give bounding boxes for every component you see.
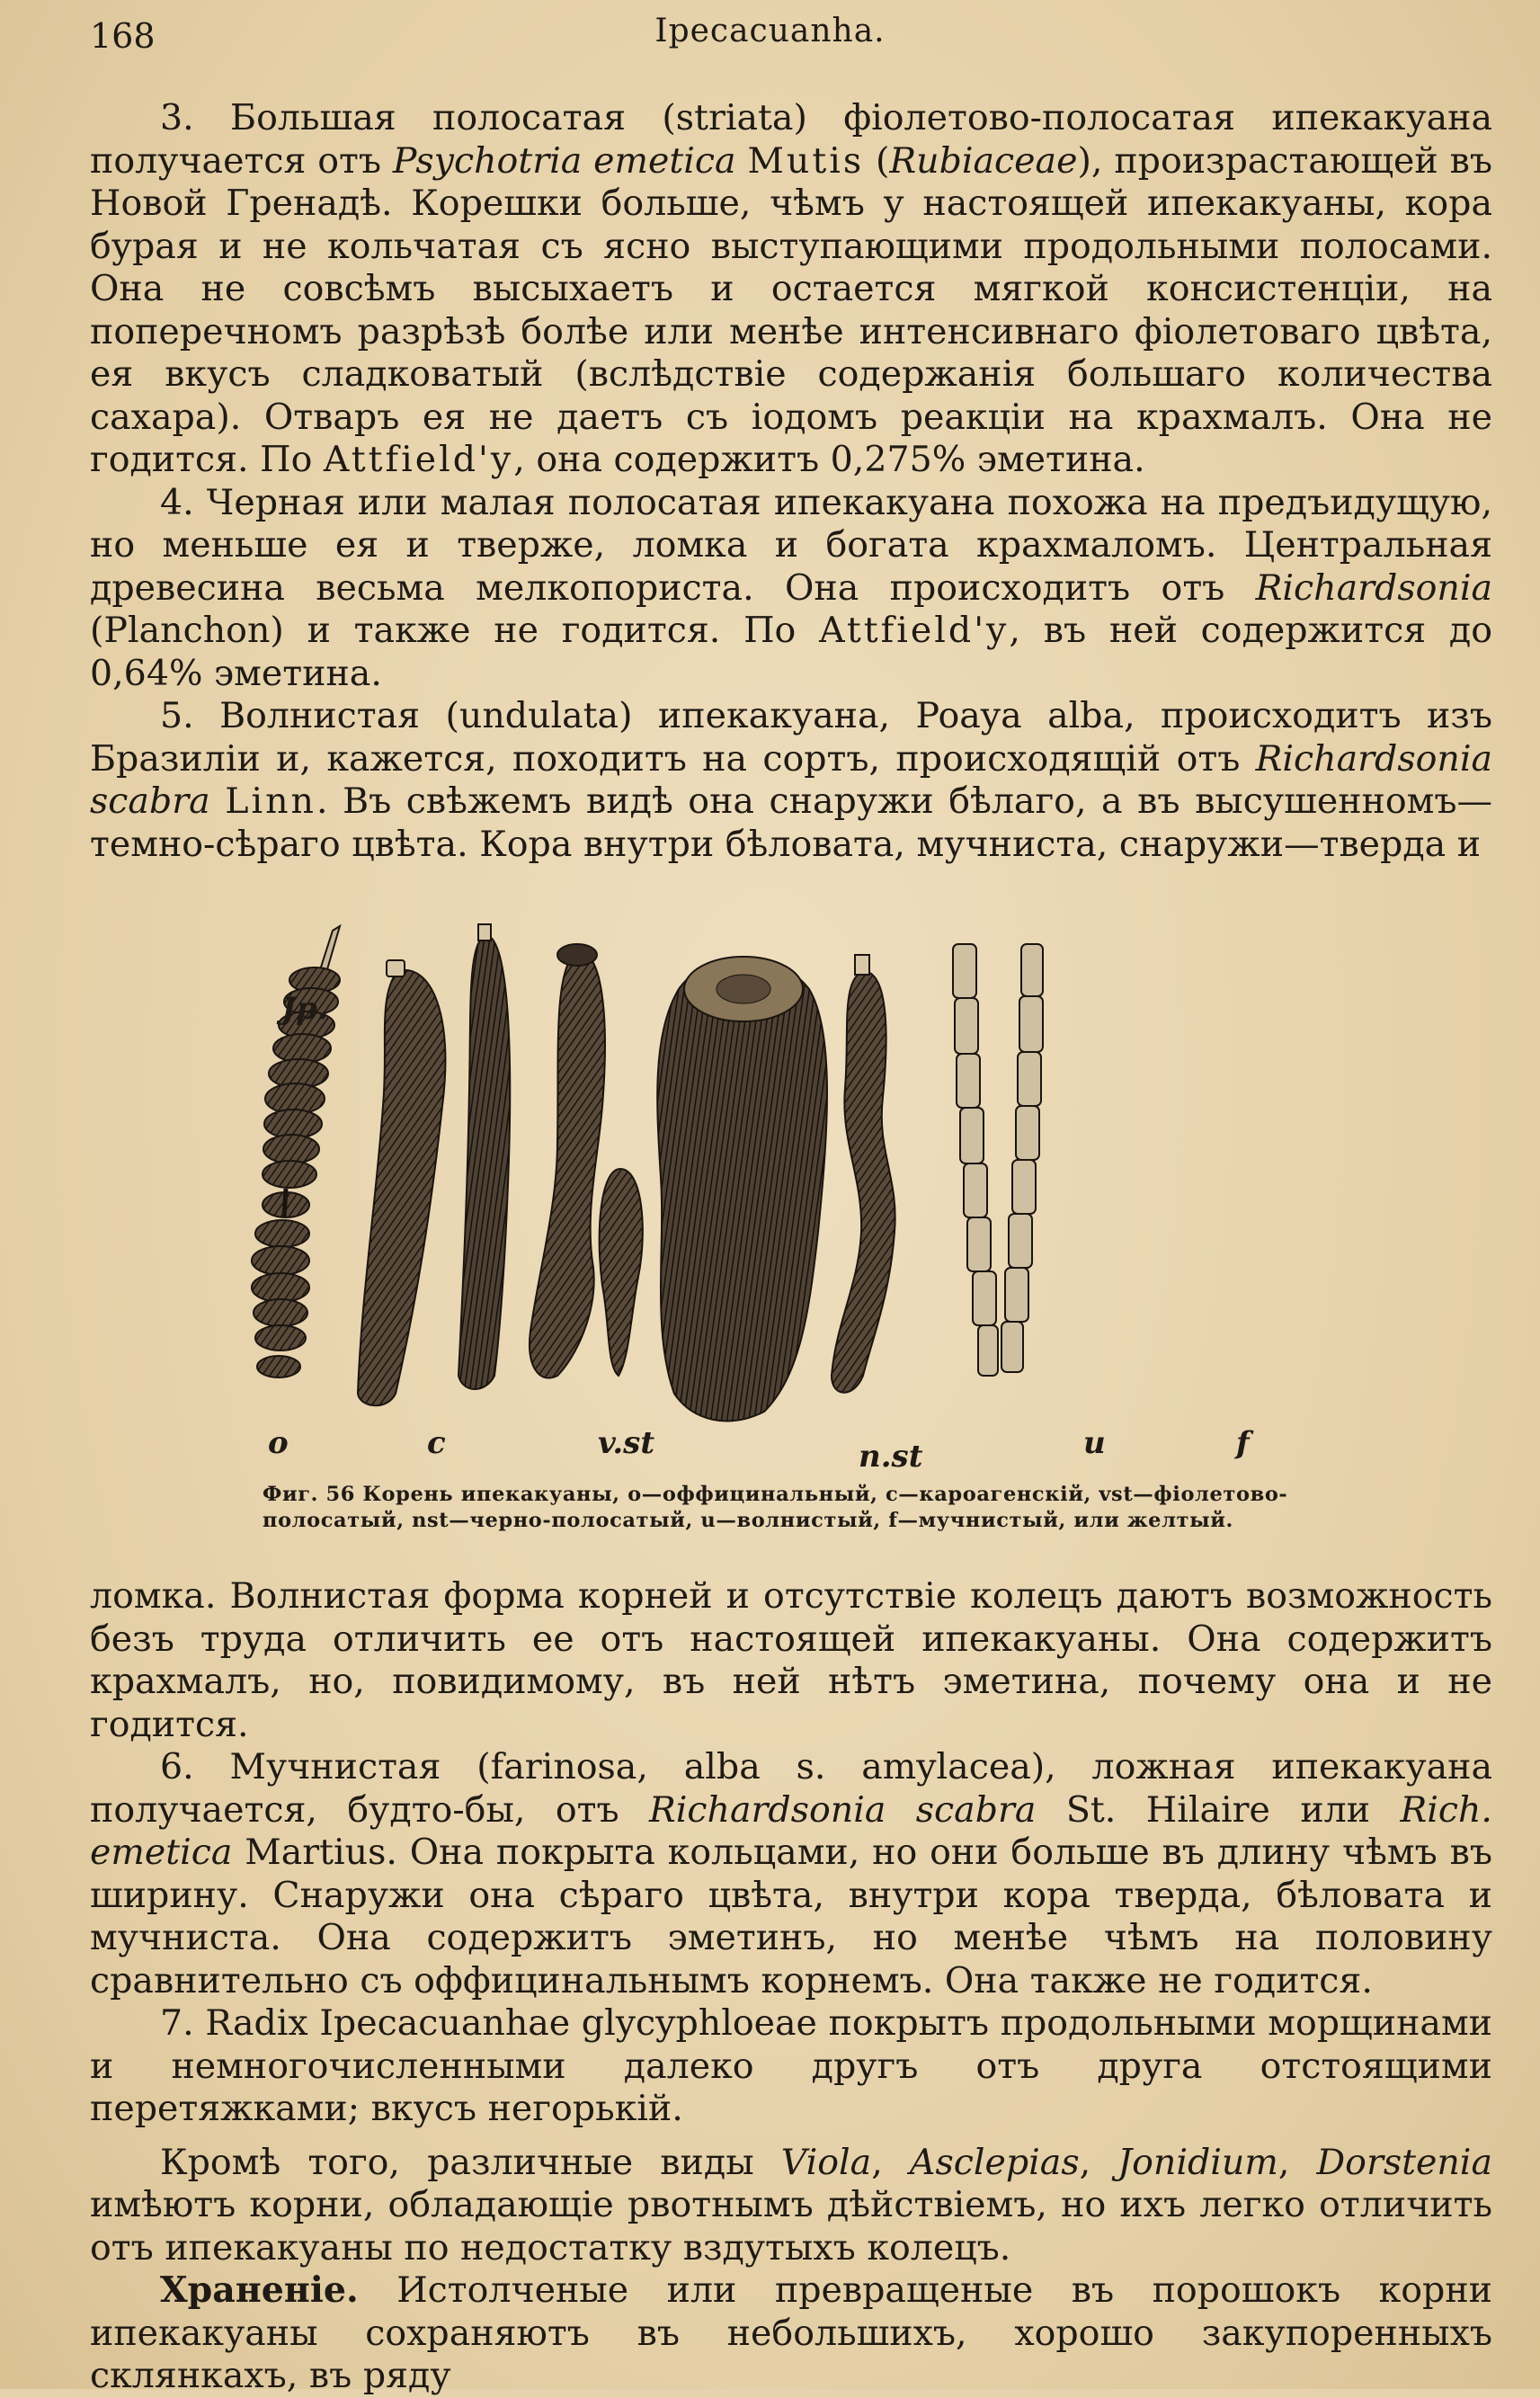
root-undulate [832,955,895,1393]
figure-label-jp: Jp. [281,991,328,1027]
running-title: Ipecacuanha. [654,13,886,49]
root-thick-section [657,957,827,1421]
paragraph-storage: Храненіе. Истолченые или превращеные въ порошокъ корни ипекакуаны сохраняютъ въ небольшихъ, хорошо закупоренныхъ склянкахъ, въ ряду [90,2269,1492,2396]
paragraph-6: 6. Мучнистая (farinosa, alba s. amylacea), ложная ипекакуана получается, будто-бы, отъ Richardsonia scabra St. Hilaire или Rich. emetica Martius. Она покрыта кольцами, но они больше въ длину чѣмъ въ ширину. Снаружи она сѣраго цвѣта, внутри кора тверда, бѣловата и мучниста. Она содержитъ эметинъ, но менѣе чѣмъ на половину сравнительно съ оффицинальнымъ корнемъ. Она также не годится. [90,1746,1492,2001]
figure-caption: Фиг. 56 Корень ипекакуаны, о—оффицинальный, с—карoагенскій, vst—фіолетово-полосатый, nst—черно-полосатый, u—волнистый, f—мучнистый, или желтый. [263,1483,1288,1532]
species-name: Psychotria emetica [392,139,736,182]
root-carthagena [358,960,445,1405]
figure-letter-vst: v.st [598,1425,655,1461]
figure-letter-o: o [268,1425,289,1461]
figure-letter-c: c [427,1425,446,1461]
paragraph-3: 3. Большая полосатая (striata) фіолетово-полосатая ипекакуана получается отъ Psychotria emetica Mutis (Rubiaceae), произрастающей въ Новой Гренадѣ. Корешки больше, чѣмъ у настоящей ипекакуаны, кора бурая и не кольчатая съ ясно выступающими продольными полосами. Она не совсѣмъ высыхаетъ и остается мягкой консистенціи, на поперечномъ разрѣзѣ болѣе или менѣе интенсивнаго фіолетоваго цвѣта, ея вкусъ сладковатый (вслѣдствіе содержанія большаго количества сахара). Отваръ ея не даетъ съ іодомъ реакціи на крахмалъ. Она не годится. По Attfield'y, она содержитъ 0,275% эметина. [90,97,1493,480]
root-violet-striped [458,924,510,1389]
storage-heading: Храненіе. [160,2269,359,2311]
figure-letter-nst: n.st [859,1439,923,1475]
paragraph-5-continued: ломка. Волнистая форма корней и отсутствіе колецъ даютъ возможность безъ труда отличить ее отъ настоящей ипекакуаны. Она содержитъ крахмалъ, но, повидимому, въ ней нѣтъ эметина, почему она и не годится. [90,1575,1492,1745]
figure-letter-f: f [1236,1425,1250,1461]
paragraph-5: 5. Волнистая (undulata) ипекакуана, Poaya alba, происходитъ изъ Бразиліи и, кажется, походитъ на сортъ, происходящій отъ Richardsonia scabra Linn. Въ свѣжемъ видѣ она снаружи бѣлаго, а въ высушенномъ— темно-сѣраго цвѣта. Кора внутри бѣловата, мучниста, снаружи—тверда и [90,695,1492,865]
root-engravings [243,908,1384,1448]
paragraph-7: 7. Radix Ipecacuanhae glycyphloeae покрытъ продольными морщинами и немногочисленными далеко другъ отъ друга отстоящими перетяжками; вкусъ негорькій. [90,2002,1492,2129]
page-number: 168 [90,16,156,56]
paragraph-4: 4. Черная или малая полосатая ипекакуана похожа на предъидущую, но меньше ея и тверже, ломка и богата крахмаломъ. Центральная древесина весьма мелкопориста. Она происходитъ отъ Richardsonia (Planchon) и также не годится. По Attfield'y, въ ней содержится до 0,64% эметина. [90,481,1492,694]
paragraph-other-species: Кромѣ того, различные виды Viola, Asclepias, Jonidium, Dorstenia имѣютъ корни, обладающіе рвотнымъ дѣйствіемъ, но ихъ легко отличить отъ ипекакуаны по недостатку вздутыхъ колецъ. [90,2141,1492,2269]
root-illustration [243,908,1384,1475]
text-block-bottom [90,1575,1492,2398]
text-block-top [90,97,1492,866]
root-black-striped [530,944,643,1378]
root-farinose [953,944,1043,1376]
figure-letter-u: u [1083,1425,1106,1461]
